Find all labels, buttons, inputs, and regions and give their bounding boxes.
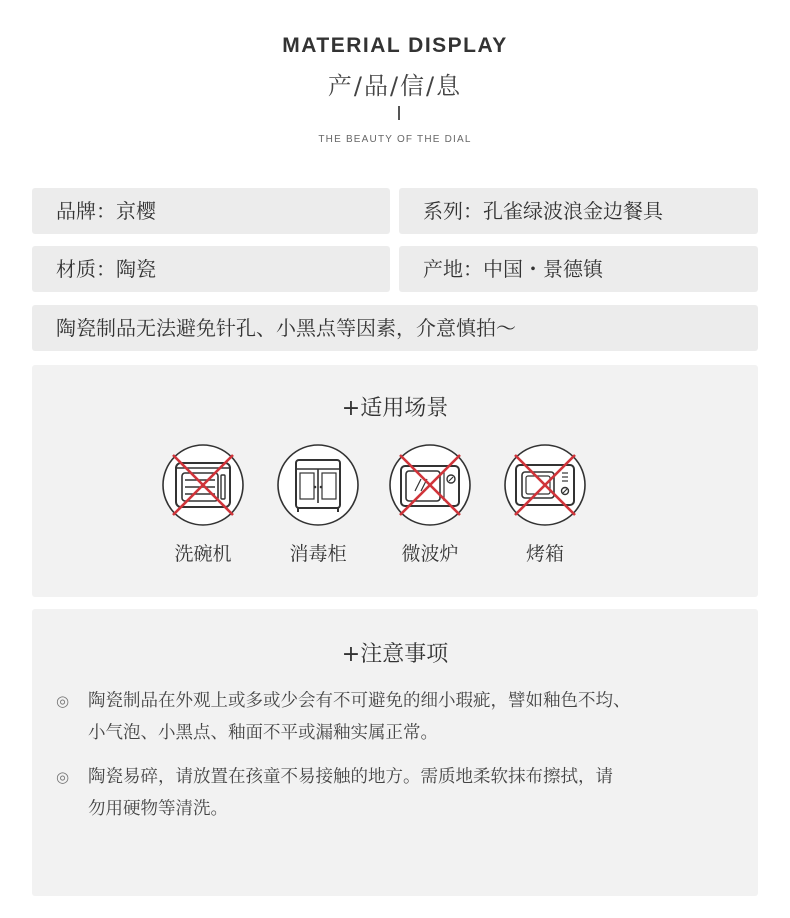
note-line: 陶瓷制品在外观上或多或少会有不可避免的细小瑕疵，譬如釉色不均、 xyxy=(88,691,631,711)
scene-label-dishwasher: 洗碗机 xyxy=(174,543,232,565)
defect-note-cell: 陶瓷制品无法避免针孔、小黑点等因素，介意慎拍～ xyxy=(32,305,758,351)
note-item xyxy=(56,761,736,825)
scene-label-sterilizer: 消毒柜 xyxy=(289,543,347,565)
precautions-panel xyxy=(32,609,758,896)
title-en: MATERIAL DISPLAY xyxy=(282,34,508,57)
bullet-icon: ◎ xyxy=(56,768,70,786)
material-cell: 材质：陶瓷 xyxy=(32,246,390,292)
scenes-title: +适用场景 xyxy=(341,396,449,421)
note-line: 小气泡、小黑点、釉面不平或漏釉实属正常。 xyxy=(88,723,438,743)
bullet-icon: ◎ xyxy=(56,692,70,710)
scene-label-oven: 烤箱 xyxy=(525,543,564,565)
scene-sterilizer xyxy=(263,443,373,566)
scene-label-microwave: 微波炉 xyxy=(401,543,459,565)
series-cell: 系列：孔雀绿波浪金边餐具 xyxy=(399,188,758,234)
subtitle: THE BEAUTY OF THE DIAL xyxy=(318,134,472,145)
brand-cell: 品牌：京樱 xyxy=(32,188,390,234)
title-cn: 产/品/信/息 xyxy=(327,72,463,100)
scene-dishwasher xyxy=(148,443,258,566)
note-line: 陶瓷易碎，请放置在孩童不易接触的地方。需质地柔软抹布擦拭，请 xyxy=(88,767,613,787)
microwave-icon xyxy=(388,443,472,527)
usage-scenes-panel xyxy=(32,365,758,597)
divider-bar xyxy=(398,106,400,120)
oven-icon xyxy=(503,443,587,527)
notes-title: +注意事项 xyxy=(341,642,449,667)
dishwasher-icon xyxy=(161,443,245,527)
origin-cell: 产地：中国・景德镇 xyxy=(399,246,758,292)
note-line: 勿用硬物等清洗。 xyxy=(88,799,228,819)
scene-microwave xyxy=(375,443,485,566)
sterilizer-cabinet-icon xyxy=(276,443,360,527)
note-item xyxy=(56,685,736,749)
scene-oven xyxy=(490,443,600,566)
